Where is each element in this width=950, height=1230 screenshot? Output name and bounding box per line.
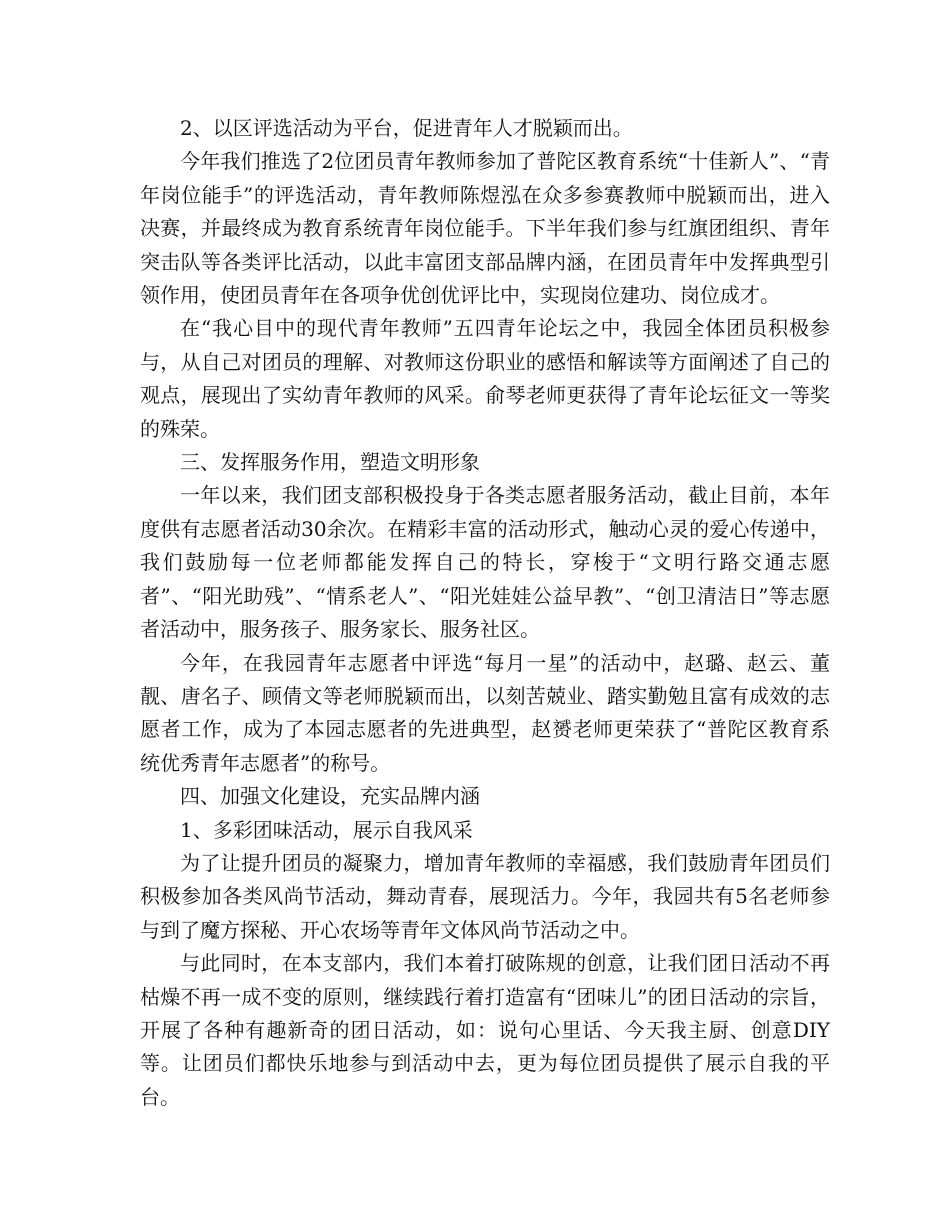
paragraph-volunteer-activities: 一年以来，我们团支部积极投身于各类志愿者服务活动，截止目前，本年度供有志愿者活动30余次。在精彩丰富的活动形式，触动心灵的爱心传递中，我们鼓励每一位老师都能发挥自己的特长，穿梭于“文明行路交通志愿者”、“阳光助残”、“情系老人”、“阳光娃娃公益早教”、“创卫清洁日”等志愿者活动中，服务孩子、服务家长、服务社区。: [140, 483, 830, 642]
paragraph-youth-awards: 今年我们推选了2位团员青年教师参加了普陀区教育系统“十佳新人”、“青年岗位能手”的评选活动，青年教师陈煜泓在众多参赛教师中脱颖而出，进入决赛，并最终成为教育系统青年岗位能手。下半年我们参与红旗团组织、青年突击队等各类评比活动，以此丰富团支部品牌内涵，在团员青年中发挥典型引领作用，使团员青年在各项争优创优评比中，实现岗位建功、岗位成才。: [140, 149, 830, 308]
document-body: [140, 112, 830, 1114]
paragraph-monthly-star: 今年，在我园青年志愿者中评选“每月一星”的活动中，赵璐、赵云、董靓、唐名子、顾倩文等老师脱颖而出，以刻苦兢业、踏实勤勉且富有成效的志愿者工作，成为了本园志愿者的先进典型，赵赟老师更荣获了“普陀区教育系统优秀青年志愿者”的称号。: [140, 650, 830, 775]
subsection-heading-selection-platform: 2、以区评选活动为平台，促进青年人才脱颖而出。: [180, 116, 633, 140]
paragraph-league-day: 与此同时，在本支部内，我们本着打破陈规的创意，让我们团日活动不再枯燥不再一成不变的原则，继续践行着打造富有“团味儿”的团日活动的宗旨，开展了各种有趣新奇的团日活动，如：说句心里话、今天我主厨、创意DIY等。让团员们都快乐地参与到活动中去，更为每位团员提供了展示自我的平台。: [140, 951, 830, 1109]
section-heading-service: 三、发挥服务作用，塑造文明形象: [180, 450, 480, 475]
subsection-heading-group-activities: 1、多彩团味活动，展示自我风采: [180, 817, 473, 842]
section-heading-culture: 四、加强文化建设，充实品牌内涵: [180, 784, 480, 809]
paragraph-cohesion: 为了让提升团员的凝聚力，增加青年教师的幸福感，我们鼓励青年团员们积极参加各类风尚节活动，舞动青春，展现活力。今年，我园共有5名老师参与到了魔方探秘、开心农场等青年文体风尚节活动之中。: [140, 850, 830, 942]
paragraph-youth-forum: 在“我心目中的现代青年教师”五四青年论坛之中，我园全体团员积极参与，从自己对团员的理解、对教师这份职业的感悟和解读等方面阐述了自己的观点，展现出了实幼青年教师的风采。俞琴老师更获得了青年论坛征文一等奖的殊荣。: [140, 316, 830, 441]
